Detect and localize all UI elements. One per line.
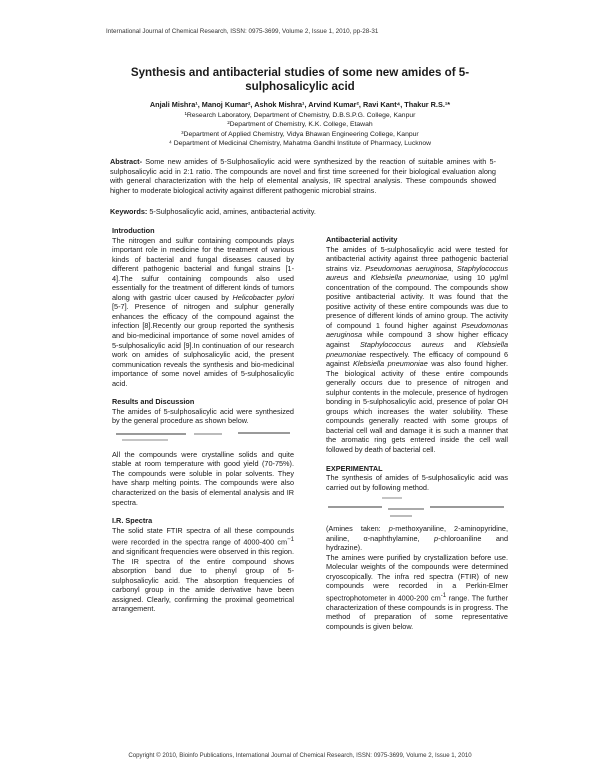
introduction-heading: Introduction xyxy=(112,226,155,235)
exp-text-a: The amines were purified by crystallization before use. Molecular weights of the compounds were determined cryoscopically. The infra red spectra (FTIR) of new compounds were recorded in a Perkin-Elmer spectrophotometer in 4000-200 cm xyxy=(326,552,508,603)
anti-text-6: respectively. The efficacy of compound 6 against xyxy=(326,349,509,369)
amines-italic-1: p xyxy=(388,524,393,534)
intro-organism: Helicobacter pylori xyxy=(232,292,295,302)
anti-text-7: was also found higher. The biological activity of these entire compounds generally occurs due to presence of nitrogen and sulphur contents in the molecule, presence of hydrogen bonding in 5-sulphosalicylic acid, presence of polar OH groups which increases the water solubility. These compounds generally reacted with some groups of bacterial cell wall and damage it is such a manner that the aromatic ring gets entered inside the cell wall followed by death of bacterial cell. xyxy=(326,359,508,454)
affiliations xyxy=(60,111,540,148)
anti-text-2: and xyxy=(353,273,366,283)
affiliation-3: ³Department of Applied Chemistry, Vidya Bhawan Engineering College, Kanpur xyxy=(181,130,419,138)
intro-text-b: [5-7]. Presence of nitrogen and sulphur generally enhances the efficacy of the compound against the infection [8].Recently our group reported the synthesis and bio-medicinal importance of some novel amides of 5-sulphosalicylic acid [9].In continuation of our research work on amides of sulphosalicylic acid, the present communication reveals the synthesis and bio-medicinal importance of some novel amides of 5-sulphosalicylic acid. xyxy=(112,302,294,388)
amines-paragraph xyxy=(326,524,508,553)
reaction-scheme-image xyxy=(112,428,294,448)
anti-organism-3: Pseudomonas aeruginosa xyxy=(326,320,508,340)
results-heading: Results and Discussion xyxy=(112,397,195,407)
ir-spectra-heading: I.R. Spectra xyxy=(112,516,153,526)
abstract-label: Abstract- xyxy=(110,157,143,166)
exp-text-b: range. The further characterization of these compounds is in progress. The method of preparation of some representative compounds is given below. xyxy=(326,593,508,632)
ir-text-a: The solid state FTIR spectra of all these compounds were recorded in the spectra range of 4000-400 cm xyxy=(112,525,294,547)
anti-text-4: while compound 3 show higher efficacy against xyxy=(326,330,508,349)
anti-text-3: using 10 μg/ml concentration of the compound. The compounds show positive antibacterial activity. It was found that the positive activity of these entire compounds was due to presence of different kinds of amino group. The activity of compound 1 found higher against xyxy=(326,273,509,330)
synthesis-scheme-image xyxy=(326,494,508,522)
results-paragraph-2: All the compounds were crystalline solids and quite stable at room temperature with good yield (70-75%). The compounds were soluble in polar solvents. They have sharp melting points. The compounds were also characterized on the basis of elemental analysis and IR spectra. xyxy=(112,449,294,507)
introduction-paragraph xyxy=(112,236,294,389)
journal-header: International Journal of Chemical Research, ISSN: 0975-3699, Volume 2, Issue 1, 2010, pp-28-31 xyxy=(106,28,379,35)
anti-organism-2: Klebsiella pneumoniae, xyxy=(370,273,450,283)
affiliation-4: ⁴ Department of Medicinal Chemistry, Mahatma Gandhi Institute of Pharmacy, Lucknow xyxy=(168,139,432,147)
ir-spectra-paragraph xyxy=(112,526,294,614)
affiliation-2: ²Department of Chemistry, K.K. College, Etawah xyxy=(227,121,373,129)
anti-organism-5: Klebsiella pneumoniae xyxy=(326,339,508,359)
results-paragraph-1: The amides of 5-sulphosalicylic acid were synthesized by the general procedure as shown below. xyxy=(112,406,294,426)
copyright-footer: Copyright © 2010, Bioinfo Publications, International Journal of Chemical Research, ISSN: 0975-3699, Volume 2, Issue 1, 2010 xyxy=(128,752,472,759)
right-column xyxy=(326,235,508,632)
amines-italic-2: p xyxy=(434,533,439,543)
anti-organism-6: Klebsiella pneumoniae xyxy=(352,359,428,369)
keywords-text: 5-Sulphosalicylic acid, amines, antibacterial activity. xyxy=(149,207,316,216)
affiliation-1: ¹Research Laboratory, Department of Chemistry, D.B.S.P.G. College, Kanpur xyxy=(184,112,416,119)
experimental-paragraph-2 xyxy=(326,553,508,632)
anti-organism-4: Staphylococcus aureus xyxy=(359,339,444,349)
intro-text-a: The nitrogen and sulfur containing compounds plays important role in medicine for the treatment of various kinds of bacterial and fungal diseases caused by different pathogenic bacterial and fungal strains [1-4].The sulfur containing compounds also used essentially for the treatment of different kinds of tumors along with gastric ulcer caused by xyxy=(112,235,294,302)
antibacterial-paragraph xyxy=(326,245,508,455)
anti-text-5: and xyxy=(454,339,467,349)
abstract-text: Some new amides of 5-Sulphosalicylic acid were synthesized by the reaction of suitable amines with 5-sulphosalicylic acid in 2:1 ratio. The compounds are novel and first time screened for their biological evaluation along with general characterization with the help of elemental analysis, IR spectral analysis. These compounds showed higher to moderate biological activity against different pathogenic microbial strains. xyxy=(110,157,496,195)
amines-text-a: (Amines taken: xyxy=(326,524,381,534)
paper-title: Synthesis and antibacterial studies of some new amides of 5-sulphosalicylic acid xyxy=(130,66,470,93)
experimental-heading: EXPERIMENTAL xyxy=(326,463,383,473)
left-column xyxy=(112,226,294,614)
anti-organism-1: Pseudomonas aeruginosa, Staphylococcus aureus xyxy=(326,263,508,283)
antibacterial-heading: Antibacterial activity xyxy=(326,235,398,244)
author-list: Anjali Mishra¹, Manoj Kumar², Ashok Mishra¹, Arvind Kumar², Ravi Kant⁴, Thakur R.S.¹* xyxy=(149,100,451,109)
abstract xyxy=(110,157,496,195)
amines-text-b: -methoxyaniline, 2-aminopyridine, aniline, α-naphthylamine, xyxy=(326,524,509,543)
anti-text-1: The amides of 5-sulphosalicylic acid were tested for antibacterial activity against three pathogenic bacterial strains viz. xyxy=(326,244,508,273)
amines-text-c: -chloroaniline and hydrazine). xyxy=(326,533,508,553)
exp-superscript: -1 xyxy=(440,591,447,599)
keywords-label: Keywords: xyxy=(110,207,148,216)
ir-text-b: and significant frequencies were observed in this region. The IR spectra of the entire compound shows absorption band due to phenyl group of 5-sulphosalicylic acid. The absorption frequencies of carbonyl group in the amide derivative have been assigned. Clearly, confirming the proximal geometrical arrangement. xyxy=(112,547,294,614)
experimental-paragraph-1: The synthesis of amides of 5-sulphosalicylic acid was carried out by following method. xyxy=(326,473,508,492)
ir-superscript: −1 xyxy=(287,536,294,544)
keywords xyxy=(110,207,496,216)
